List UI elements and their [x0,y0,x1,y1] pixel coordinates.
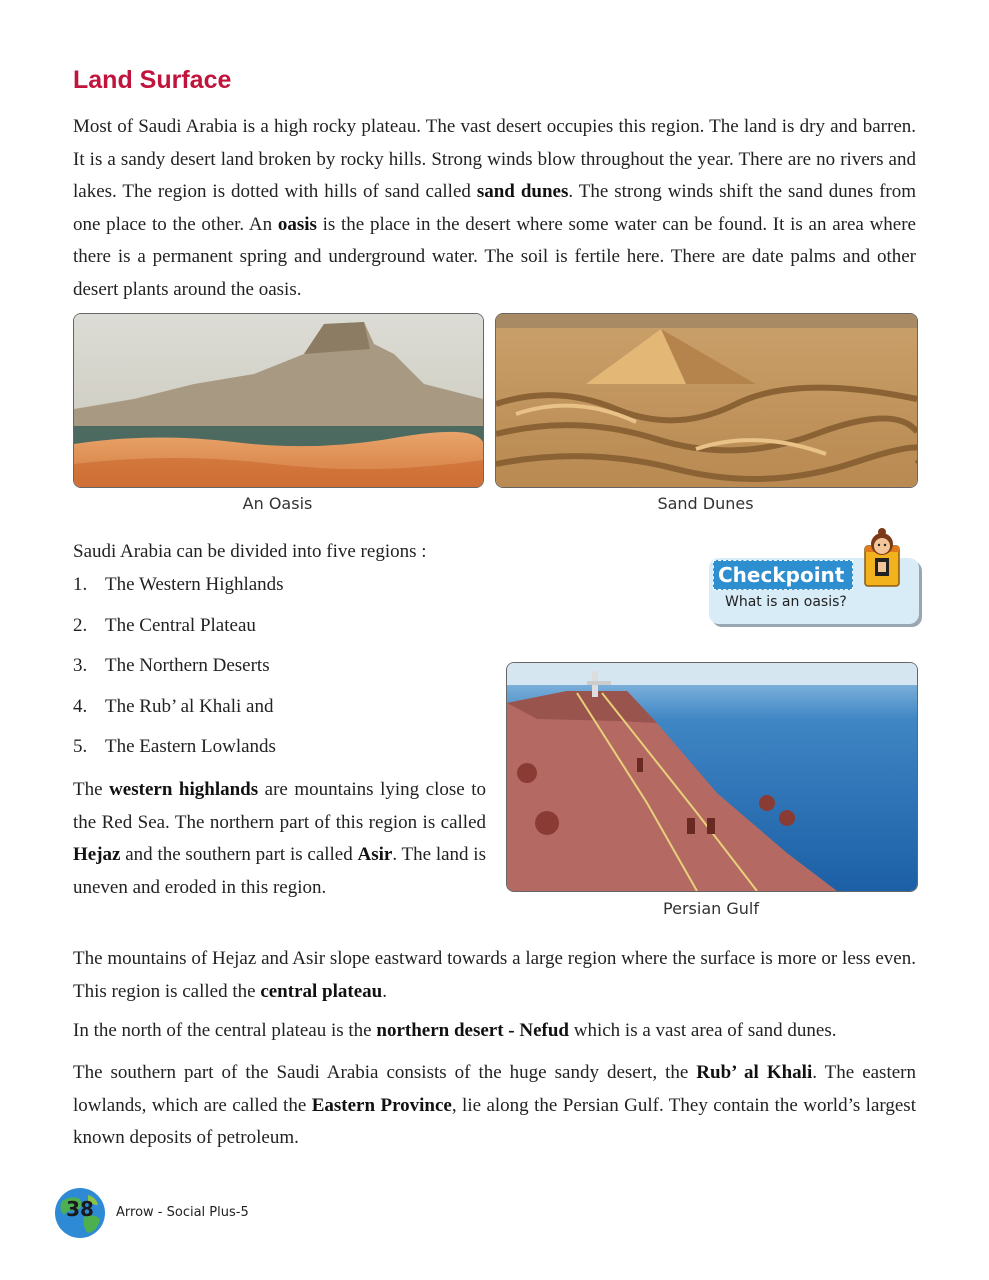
oasis-caption: An Oasis [242,494,313,513]
list-item: 1. The Western Highlands [73,574,284,595]
page-number: 38 [66,1197,94,1221]
checkpoint-box [709,552,919,624]
persian-gulf-photo [506,662,918,892]
list-item: 4. The Rub’ al Khali and [73,695,274,717]
list-item: 3. The Northern Deserts [73,655,270,676]
list-item: 5. The Eastern Lowlands [73,736,276,757]
central-plateau-paragraph: The mountains of Hejaz and Asir slope eastward towards a large region where the surface is more or less even. This region is called the central plateau. [73,948,916,1002]
section-heading: Land Surface [73,66,232,94]
checkpoint-question: What is an oasis? [725,594,847,610]
northern-desert-paragraph: In the north of the central plateau is the northern desert - Nefud which is a vast area of sand dunes. [73,1020,837,1041]
sand-dunes-photo [495,313,918,488]
southern-region-paragraph: The southern part of the Saudi Arabia consists of the huge sandy desert, the Rub’ al Khali. The eastern lowlands, which are called the Eastern Province, lie along the Persian Gulf. They contain the world’s largest known deposits of petroleum. [73,1062,916,1148]
book-title: Arrow - Social Plus-5 [116,1205,249,1220]
mascot-icon [859,526,905,588]
persian-gulf-caption: Persian Gulf [663,899,759,918]
oasis-photo [73,313,484,488]
checkpoint-title: Checkpoint [713,560,853,590]
sand-dunes-caption: Sand Dunes [657,494,754,513]
western-highlands-paragraph: The western highlands are mountains lying close to the Red Sea. The northern part of this region is called Hejaz and the southern part is called Asir. The land is uneven and eroded in this region. [73,779,487,898]
list-item: 2. The Central Plateau [73,614,256,636]
regions-list [73,572,284,775]
regions-intro: Saudi Arabia can be divided into five regions : [73,541,427,562]
intro-paragraph: Most of Saudi Arabia is a high rocky plateau. The vast desert occupies this region. The land is dry and barren. It is a sandy desert land broken by rocky hills. Strong winds blow throughout the year. There are no rivers and lakes. The region is dotted with hills of sand called sand dunes. The strong winds shift the sand dunes from one place to the other. An oasis is the place in the desert where some water can be found. It is an area where there is a permanent spring and underground water. The soil is fertile here. There are date palms and other desert plants around the oasis. [73,116,916,300]
